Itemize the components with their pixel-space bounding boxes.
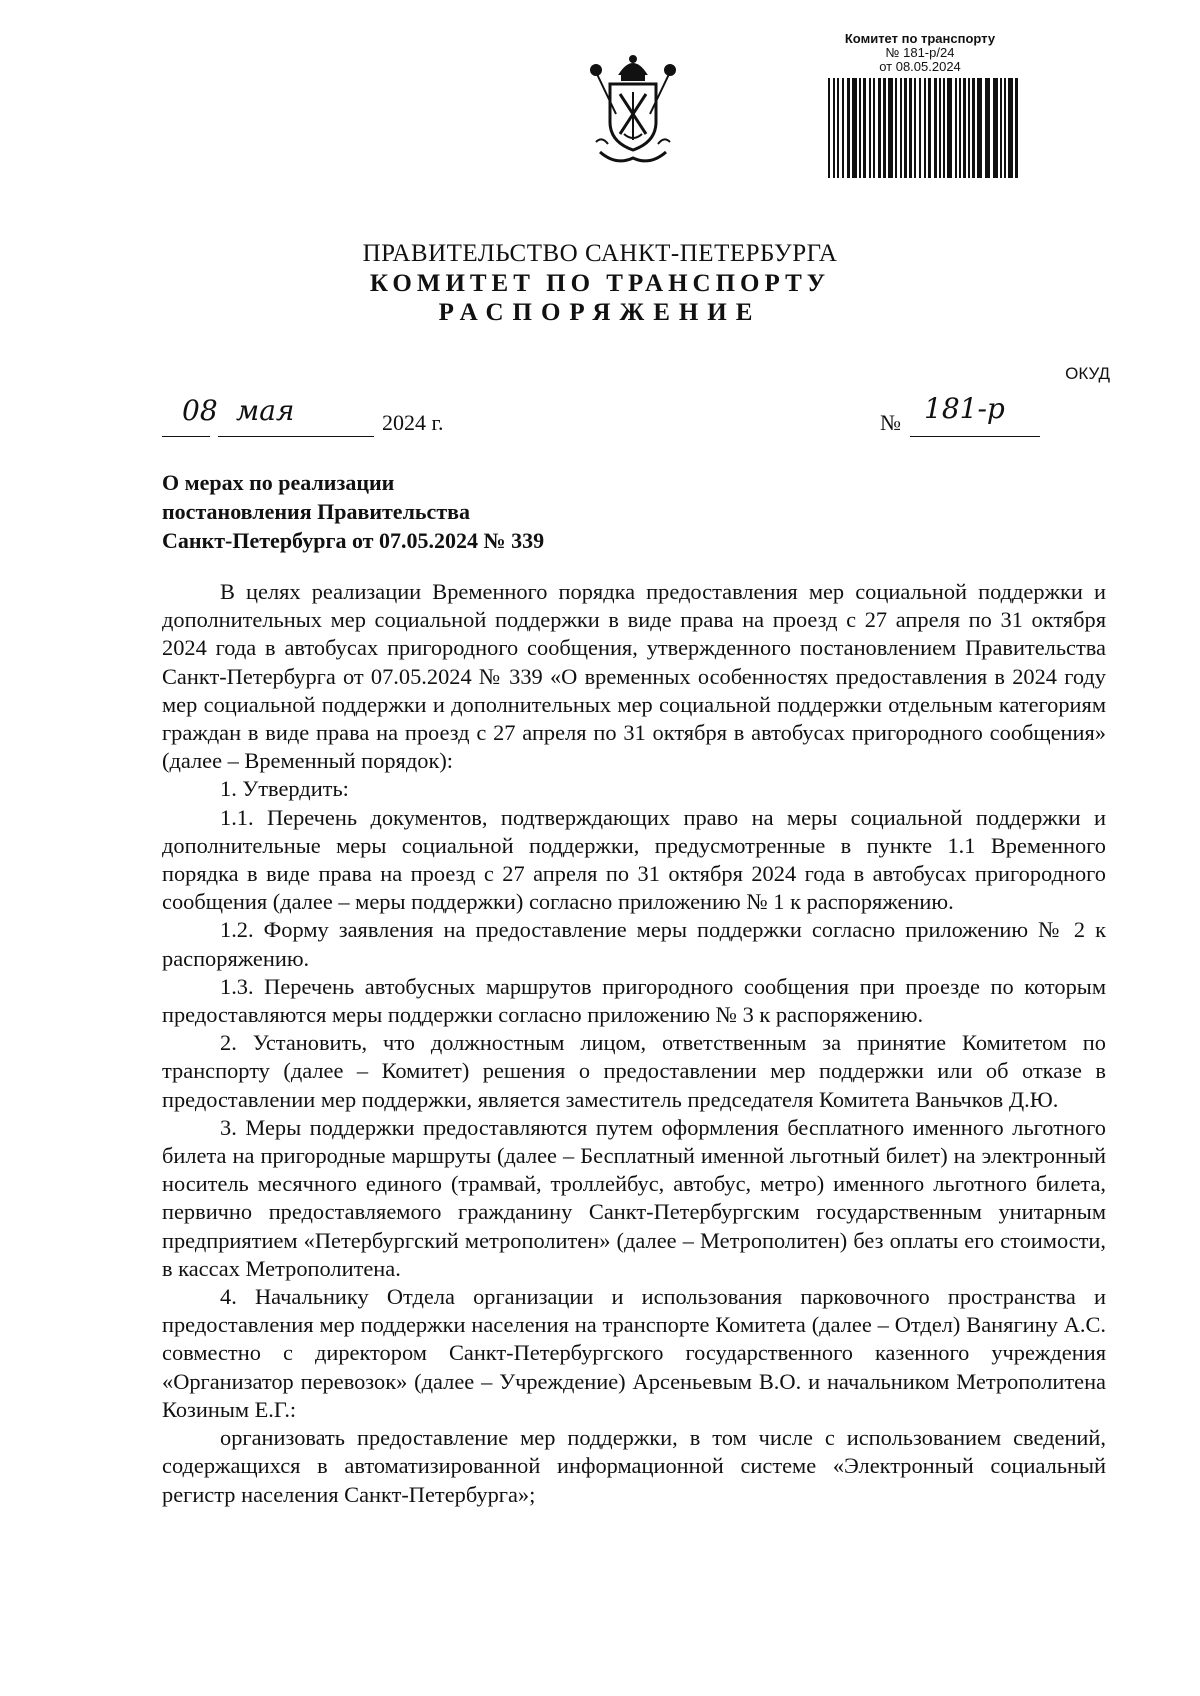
barcode-bar [977,78,982,178]
barcode-bar [1004,78,1006,178]
barcode-bar [947,78,952,178]
barcode-bar [873,78,875,178]
barcode-bar [909,78,912,178]
barcode-bar [963,78,966,178]
barcode-bar [1015,78,1018,178]
barcode-bar [888,78,893,178]
barcode-bar [955,78,957,178]
barcode-bar [924,78,926,178]
stamp-number: № 181-р/24 [885,45,955,60]
barcode-bar [968,78,970,178]
document-body [162,578,1106,1509]
barcode-bar [914,78,916,178]
barcode [828,78,1020,178]
date-year: 2024 г. [382,410,444,435]
paragraph: В целях реализации Временного порядка предоставления мер социальной поддержки и дополнительных мер социальной поддержки в виде права на проезд с 27 апреля по 31 октября 2024 года в автобусах пригородного сообщения, утвержденного постановлением Правительства Санкт-Петербурга от 07.05.2024 № 339 «О временных особенностях предоставления в 2024 году мер социальной поддержки и дополнительных мер социальной поддержки отдельным категориям граждан в виде права на проезд с 27 апреля по 31 октября в автобусах пригородного сообщения» (далее – Временный порядок): [162,579,1106,774]
barcode-bar [1008,78,1013,178]
registration-stamp [820,30,1020,182]
barcode-bar [859,78,861,178]
barcode-bar [939,78,941,178]
okud-label: ОКУД [1065,364,1110,383]
handwritten-number: 181-р [924,392,1005,425]
paragraph: 1.3. Перечень автобусных маршрутов пригородного сообщения при проезде по которым предоставляются меры поддержки согласно приложению № 3 к распоряжению. [162,973,1106,1028]
barcode-bar [837,78,839,178]
handwritten-month: мая [236,394,295,427]
paragraph: организовать предоставление мер поддержки, в том числе с использованием сведений, содержащихся в автоматизированной информационной системе «Электронный социальный регистр населения Санкт-Петербурга»; [162,1425,1106,1507]
barcode-bar [919,78,921,178]
document-number [880,392,1040,440]
paragraph: 2. Установить, что должностным лицом, ответственным за принятие Комитетом по транспорту (далее – Комитет) решения о предоставлении мер поддержки или об отказе в предоставлении мер поддержки, является заместитель председателя Комитета Ваньчков Д.Ю. [162,1030,1106,1112]
barcode-bar [878,78,881,178]
barcode-bar [847,78,850,178]
stamp-org: Комитет по транспорту [844,31,996,46]
handwritten-day: 08 [182,394,218,427]
barcode-bar [852,78,857,178]
number-underline [910,436,1040,437]
barcode-bar [934,78,937,178]
paragraph: 3. Меры поддержки предоставляются путем оформления бесплатного именного льготного билета на пригородные маршруты (далее – Бесплатный именной льготный билет) на электронный носитель месячного единого (трамвай, троллейбус, автобус, метро) именного льготного билета, первично предоставляемого гражданину Санкт-Петербургским государственным унитарным предприятием «Петербургский метрополитен» (далее – Метрополитен) без оплаты его стоимости, в кассах Метрополитена. [162,1114,1106,1281]
barcode-bar [943,78,945,178]
barcode-bar [863,78,866,178]
barcode-bar [895,78,897,178]
subject-line: постановления Правительства [162,499,470,524]
barcode-bar [972,78,975,178]
subject-line: Санкт-Петербурга от 07.05.2024 № 339 [162,528,545,553]
barcode-bar [928,78,931,178]
barcode-bar [985,78,990,178]
stamp-date: от 08.05.2024 [879,59,961,74]
document-type: РАСПОРЯЖЕНИЕ [438,299,762,326]
barcode-bar [904,78,907,178]
paragraph: 1.2. Форму заявления на предоставление меры поддержки согласно приложению № 2 к распоряжению. [162,917,1106,971]
barcode-bar [833,78,835,178]
government-title: ПРАВИТЕЛЬСТВО САНКТ-ПЕТЕРБУРГА [362,240,838,267]
paragraph: 4. Начальнику Отдела организации и использования парковочного пространства и предоставления мер поддержки населения на транспорте Комитета (далее – Отдел) Ванягину А.С. совместно с директором Санкт-Петербургского государственного казенного учреждения «Организатор перевозок» (далее – Учреждение) Арсеньевым В.О. и начальником Метрополитена Козиным Е.Г.: [162,1284,1106,1422]
document-subject [162,468,544,555]
committee-title: КОМИТЕТ ПО ТРАНСПОРТУ [369,270,831,297]
day-underline [162,436,210,437]
barcode-bar [869,78,871,178]
paragraph: 1. Утвердить: [220,776,349,802]
barcode-bar [1000,78,1002,178]
document-date [162,396,482,440]
number-sign: № [880,410,901,435]
barcode-bar [842,78,844,178]
subject-line: О мерах по реализации [162,470,395,495]
barcode-bar [828,78,830,178]
coat-of-arms-emblem [586,54,680,168]
barcode-bar [993,78,998,178]
barcode-bar [883,78,886,178]
barcode-bar [900,78,902,178]
barcode-bar [959,78,961,178]
month-underline [218,436,374,437]
paragraph: 1.1. Перечень документов, подтверждающих право на меры социальной поддержки и дополнительные меры социальной поддержки, предусмотренные в пункте 1.1 Временного порядка в виде права на проезд с 27 апреля по 31 октября 2024 года в автобусах пригородного сообщения (далее – меры поддержки) согласно приложению № 1 к распоряжению. [162,804,1106,915]
